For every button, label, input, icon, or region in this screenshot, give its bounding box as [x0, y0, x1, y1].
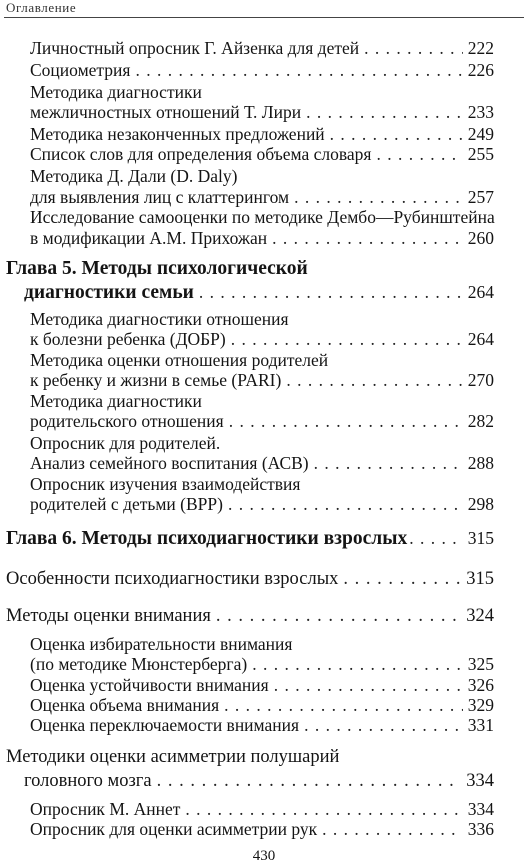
- toc-entry-line: Опросник для родителей.: [30, 433, 221, 453]
- toc-entry-line: Методика диагностики отношения: [30, 309, 289, 329]
- section-entry: Особенности психодиагностики взрослых . . . 315: [6, 570, 494, 589]
- toc-entry: в модификации А.М. Прихожан . . . 260: [30, 230, 494, 248]
- section-entry-line: Методики оценки асимметрии полушарий: [6, 747, 340, 767]
- dot-leader: [229, 413, 463, 431]
- toc-entry: Опросник для оценки асимметрии рук . . . 336: [30, 821, 494, 839]
- toc-entry-line: Оценка избирательности внимания: [30, 634, 293, 654]
- toc-entry-line: Методика диагностики: [30, 391, 202, 411]
- dot-leader: [135, 62, 462, 80]
- running-header: Оглавление: [6, 0, 77, 15]
- toc-entry: Методика незаконченных предложений . . . 249: [30, 126, 494, 144]
- dot-leader: [376, 146, 462, 164]
- toc-entry-line: Исследование самооценки по методике Дембо—Рубинштейна: [30, 207, 495, 227]
- dot-leader: [231, 331, 463, 349]
- dot-leader: [216, 607, 461, 626]
- toc-entry: Оценка устойчивости внимания . . . 326: [30, 677, 494, 695]
- toc-entry-line: Методика диагностики: [30, 82, 202, 102]
- toc-entry-line: Методика Д. Дали (D. Daly): [30, 166, 238, 186]
- toc-entry-line: Опросник изучения взаимодействия: [30, 474, 301, 494]
- dot-leader: [314, 455, 463, 473]
- toc-entry: Социометрия . . . 226: [30, 62, 494, 80]
- toc-entry: Опросник М. Аннет . . . 334: [30, 801, 494, 819]
- dot-leader: [252, 656, 463, 674]
- dot-leader: [228, 496, 463, 514]
- toc-entry: родителей с детьми (ВРР) . . . 298: [30, 496, 494, 514]
- toc-entry: Оценка объема внимания . . . 329: [30, 697, 494, 715]
- toc-entry: Оценка переключаемости внимания . . . 331: [30, 717, 494, 735]
- chapter-heading-entry: Глава 6. Методы психодиагностики взрослых . . . 315: [6, 529, 494, 549]
- toc-entry: к болезни ребенка (ДОБР) . . . 264: [30, 331, 494, 349]
- toc-entry-line: Методика оценки отношения родителей: [30, 350, 329, 370]
- dot-leader: [304, 717, 463, 735]
- dot-leader: [306, 104, 463, 122]
- chapter-heading-entry: диагностики семьи . . . 264: [24, 283, 494, 303]
- dot-leader: [364, 40, 463, 58]
- toc-entry: Личностный опросник Г. Айзенка для детей . . . 222: [30, 40, 494, 58]
- dot-leader: [343, 570, 461, 589]
- dot-leader: [286, 372, 462, 390]
- toc-entry: к ребенку и жизни в семье (PARI) . . . 270: [30, 372, 494, 390]
- dot-leader: [199, 284, 463, 302]
- dot-leader: [185, 801, 462, 819]
- toc-entry: для выявления лиц с клаттерингом . . . 257: [30, 189, 494, 207]
- dot-leader: [274, 677, 463, 695]
- dot-leader: [224, 697, 463, 715]
- dot-leader: [272, 230, 463, 248]
- dot-leader: [157, 772, 462, 791]
- page-number: 430: [252, 848, 276, 864]
- dot-leader: [294, 189, 463, 207]
- dot-leader: [322, 821, 463, 839]
- dot-leader: [409, 530, 463, 548]
- toc-entry: Список слов для определения объема словаря . . . 255: [30, 146, 494, 164]
- dot-leader: [330, 126, 463, 144]
- toc-entry: межличностных отношений Т. Лири . . . 233: [30, 104, 494, 122]
- toc-entry: родительского отношения . . . 282: [30, 413, 494, 431]
- section-entry: Методы оценки внимания . . . 324: [6, 607, 494, 626]
- chapter-heading: Глава 5. Методы психологической: [6, 258, 308, 279]
- toc-entry: (по методике Мюнстерберга) . . . 325: [30, 656, 494, 674]
- section-entry: головного мозга . . . 334: [24, 772, 494, 791]
- toc-entry: Анализ семейного воспитания (АСВ) . . . 288: [30, 455, 494, 473]
